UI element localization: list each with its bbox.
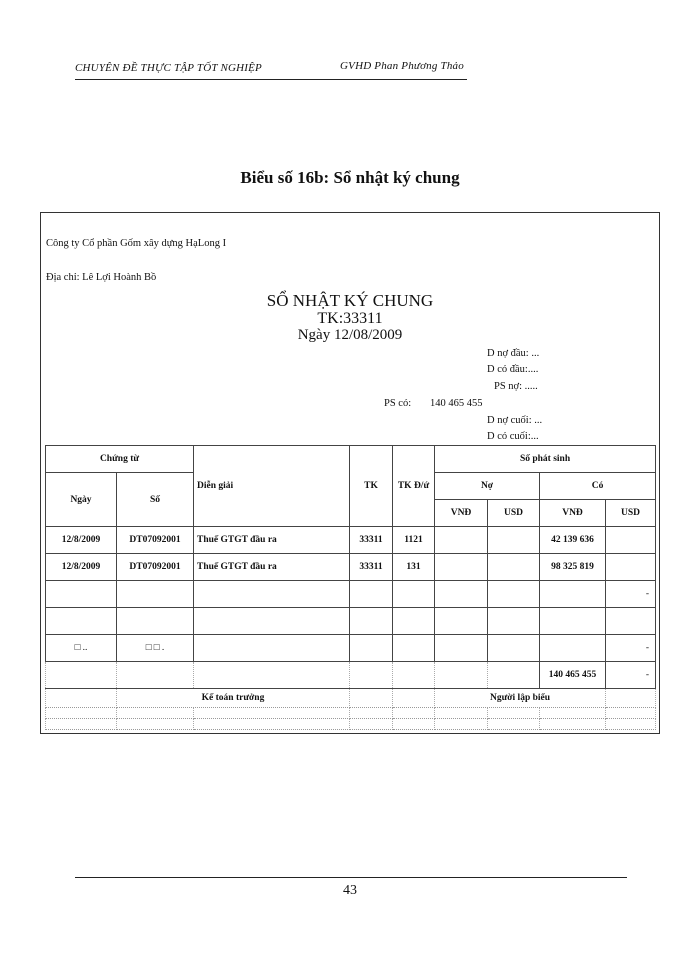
cell-debit-usd (488, 635, 540, 662)
company-address: Địa chỉ: Lê Lợi Hoành Bồ (46, 272, 157, 283)
cell-credit-usd: - (606, 635, 656, 662)
header-counter-account: TK Đ/ứ (393, 446, 435, 527)
cell-account: 33311 (350, 554, 393, 581)
signature-preparer: Người lập biểu (435, 689, 606, 708)
ledger-title: SỔ NHẬT KÝ CHUNG (266, 291, 434, 310)
header-debit: Nợ (435, 473, 540, 500)
table-row (46, 554, 656, 581)
cell-credit-vnd (540, 608, 606, 635)
journal-table (45, 445, 656, 730)
header-account: TK (350, 446, 393, 527)
table-row (46, 635, 656, 662)
cell-credit-vnd (540, 581, 606, 608)
ps-credit-value: 140 465 455 (430, 398, 483, 409)
cell-number: □ □ . (117, 635, 194, 662)
cell-number: DT07092001 (117, 527, 194, 554)
signature-chief-accountant: Kế toán trưởng (117, 689, 350, 708)
ledger-date: Ngày 12/08/2009 (297, 327, 403, 343)
header-credit-usd: USD (606, 500, 656, 527)
header-left: CHUYÊN ĐỀ THỰC TẬP TỐT NGHIỆP (75, 62, 262, 74)
page-number: 43 (343, 883, 357, 898)
header-voucher: Chứng từ (46, 446, 194, 473)
ps-debit: PS nợ: ..... (494, 381, 538, 392)
document-title: Biểu số 16b: Sổ nhật ký chung (240, 168, 460, 187)
cell-credit-vnd: 42 139 636 (540, 527, 606, 554)
cell-description (194, 581, 350, 608)
company-name: Công ty Cổ phần Gốm xây dựng HạLong I (46, 238, 227, 249)
header-debit-usd: USD (488, 500, 540, 527)
header-debit-vnd: VNĐ (435, 500, 488, 527)
cell-counter: 131 (393, 554, 435, 581)
cell-date: 12/8/2009 (46, 554, 117, 581)
credit-open: D có đầu:.... (487, 364, 539, 375)
cell-number: DT07092001 (117, 554, 194, 581)
cell-credit-usd (606, 608, 656, 635)
cell-account (350, 608, 393, 635)
cell-debit-vnd (435, 608, 488, 635)
cell-description (194, 635, 350, 662)
header-description: Diễn giải (194, 446, 350, 527)
header-divider (75, 79, 467, 80)
cell-debit-vnd (435, 527, 488, 554)
cell-date (46, 581, 117, 608)
cell-counter: 1121 (393, 527, 435, 554)
table-row (46, 527, 656, 554)
ps-credit-label: PS có: (384, 398, 412, 409)
cell-debit-usd (488, 527, 540, 554)
cell-debit-usd (488, 608, 540, 635)
cell-debit-vnd (435, 635, 488, 662)
header-number: Số (117, 473, 194, 527)
cell-description: Thuế GTGT đầu ra (194, 554, 350, 581)
table-row (46, 581, 656, 608)
table-row (46, 608, 656, 635)
cell-counter (393, 635, 435, 662)
cell-credit-vnd (540, 635, 606, 662)
total-row (46, 662, 656, 689)
header-date: Ngày (46, 473, 117, 527)
cell-description (194, 608, 350, 635)
cell-date (46, 608, 117, 635)
header-credit: Có (540, 473, 656, 500)
cell-debit-usd (488, 554, 540, 581)
cell-counter (393, 608, 435, 635)
total-credit-vnd: 140 465 455 (540, 662, 606, 689)
cell-number (117, 581, 194, 608)
cell-account: 33311 (350, 527, 393, 554)
cell-account (350, 581, 393, 608)
header-arising: Số phát sinh (435, 446, 656, 473)
header-credit-vnd: VNĐ (540, 500, 606, 527)
cell-description: Thuế GTGT đầu ra (194, 527, 350, 554)
footer-divider (75, 877, 627, 878)
cell-date: 12/8/2009 (46, 527, 117, 554)
ledger-account: TK:33311 (317, 310, 383, 327)
credit-close: D có cuối:... (487, 431, 539, 442)
cell-debit-vnd (435, 554, 488, 581)
debit-close: D nợ cuối: ... (487, 415, 543, 426)
signature-row (46, 689, 656, 708)
cell-date: □ .. (46, 635, 117, 662)
total-credit-usd: - (606, 662, 656, 689)
cell-account (350, 635, 393, 662)
cell-credit-vnd: 98 325 819 (540, 554, 606, 581)
cell-debit-vnd (435, 581, 488, 608)
cell-credit-usd (606, 527, 656, 554)
header-right: GVHD Phan Phương Thảo (340, 60, 464, 72)
cell-counter (393, 581, 435, 608)
cell-credit-usd (606, 554, 656, 581)
cell-number (117, 608, 194, 635)
cell-credit-usd: - (606, 581, 656, 608)
cell-debit-usd (488, 581, 540, 608)
debit-open: D nợ đầu: ... (487, 348, 540, 359)
